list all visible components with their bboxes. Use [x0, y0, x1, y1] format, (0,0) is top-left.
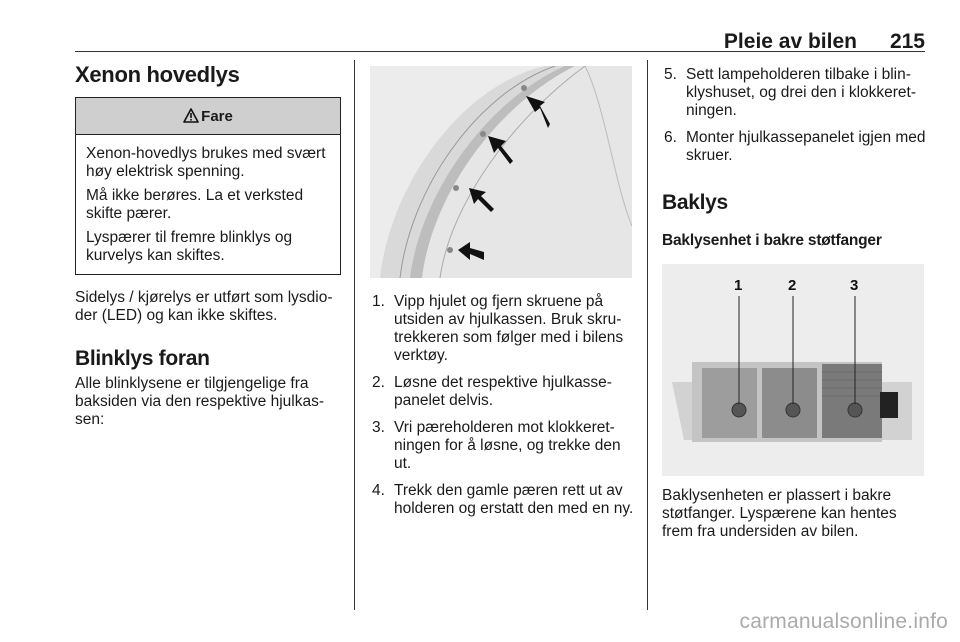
danger-header [76, 98, 340, 135]
list-item: 6. Monter hjulkassepanelet igjen med skruer. [664, 129, 926, 164]
column-divider [354, 60, 355, 610]
danger-text: Må ikke berøres. La et verksted skifte pærer. [86, 187, 304, 222]
column-2 [370, 66, 635, 527]
baklys-paragraph: Baklysenheten er plassert i bakre støtfanger. Lyspærene kan hentes frem fra undersiden av bilen. [662, 487, 897, 540]
list-item: 3. Vri pæreholderen mot klokkeret-ningen for å løsne, og trekke den ut. [372, 419, 621, 472]
blinklys-paragraph: Alle blinklysene er tilgjengelige fra baksiden via den respektive hjulkas-sen: [75, 375, 324, 428]
warning-triangle-icon [183, 100, 199, 137]
danger-body [76, 135, 340, 274]
subheading-baklysenhet: Baklysenhet i bakre støtfanger [662, 232, 882, 249]
rear-light-illustration [662, 264, 924, 476]
danger-label: Fare [201, 108, 233, 125]
watermark: carmanualsonline.info [739, 610, 948, 633]
column-3 [662, 66, 928, 541]
list-item: 5. Sett lampeholderen tilbake i blin-klyshuset, og drei den i klokkeret-ningen. [664, 66, 917, 119]
callout-1: 1 [734, 277, 743, 294]
steps-list [370, 293, 635, 518]
steps-list-continued [662, 66, 928, 165]
page-header [75, 18, 925, 52]
danger-text: Lyspærer til fremre blinklys og kurvelys kan skiftes. [86, 229, 293, 264]
led-paragraph: Sidelys / kjørelys er utført som lysdio-der (LED) og kan ikke skiftes. [75, 289, 333, 324]
heading-blinklys: Blinklys foran [75, 347, 210, 370]
heading-xenon: Xenon hovedlys [75, 62, 240, 87]
wheel-arch-illustration [370, 66, 632, 278]
callout-2: 2 [788, 277, 797, 294]
page-number: 215 [889, 30, 925, 53]
section-title: Pleie av bilen [723, 30, 857, 53]
callout-3: 3 [850, 277, 859, 294]
list-item: 1. Vipp hjulet og fjern skruene på utsiden av hjulkassen. Bruk skru-trekkeren som følger med i bilens verktøy. [372, 293, 624, 364]
list-item: 2. Løsne det respektive hjulkasse-panelet delvis. [372, 374, 612, 409]
danger-text: Xenon-hovedlys brukes med svært høy elektrisk spenning. [86, 145, 326, 180]
column-divider [647, 60, 648, 610]
column-1 [75, 62, 341, 429]
list-item: 4. Trekk den gamle pæren rett ut av holderen og erstatt den med en ny. [372, 482, 634, 517]
heading-baklys: Baklys [662, 191, 728, 214]
danger-box [75, 97, 341, 275]
